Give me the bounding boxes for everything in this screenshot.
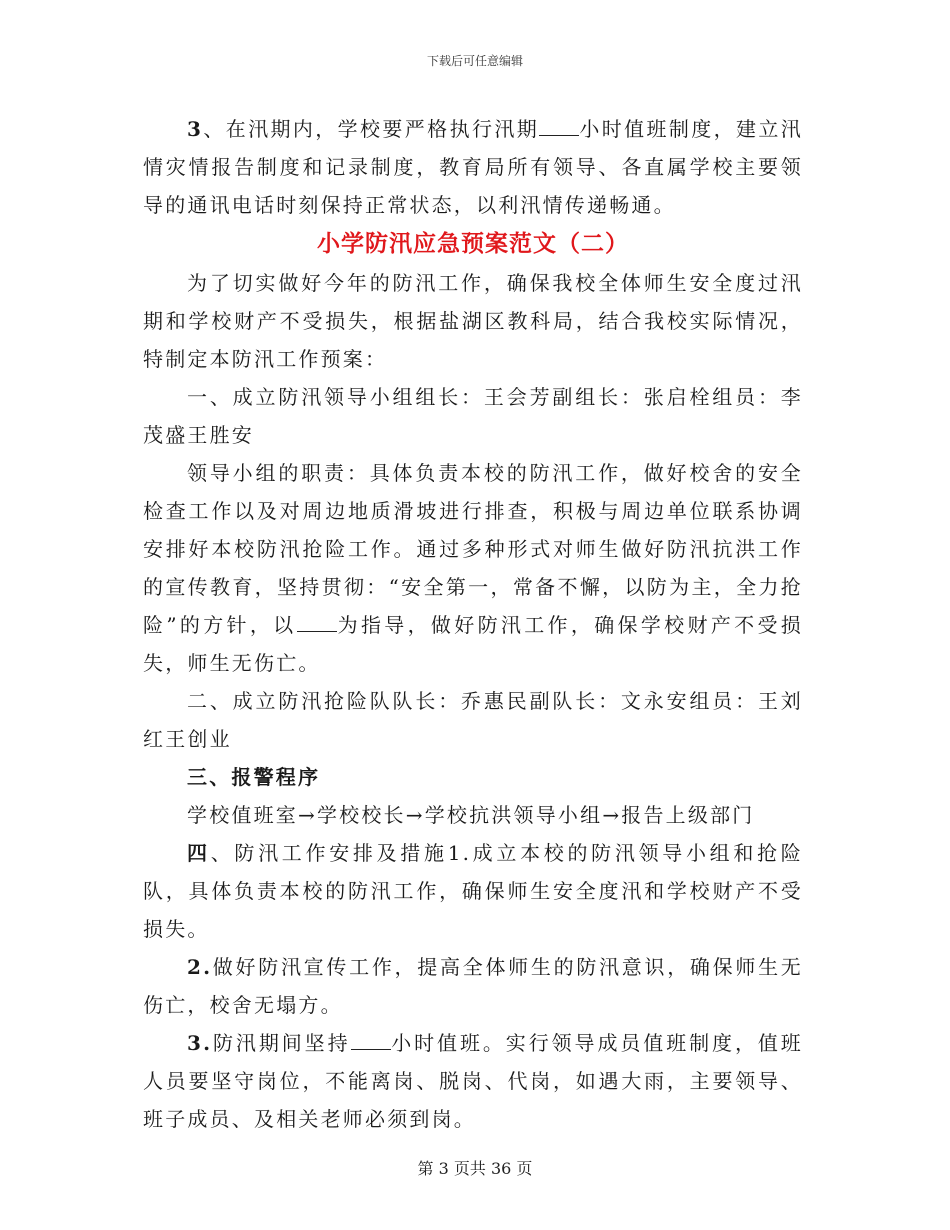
duty-text-post: 为指导，做好防汛工作，确保学校财产不受损失，师生无伤亡。 — [143, 613, 803, 675]
header-note: 下载后可任意编辑 — [426, 54, 523, 68]
measure-2-number: 2. — [187, 955, 213, 979]
paragraph-item-3 — [143, 110, 803, 224]
duty-text-pre: 领导小组的职责：具体负责本校的防汛工作，做好校舍的安全检查工作以及对周边地质滑坡进行排查，积极与周边单位联系协调安排好本校防汛抢险工作。通过多种形式对师生做好防汛抗洪工作的宣传教育，坚持贯彻：“安全第一，常备不懈，以防为主，全力抢险”的方针，以 — [143, 461, 803, 637]
fill-blank — [539, 117, 579, 136]
page-footer: 第 3 页共 36 页 — [417, 1159, 533, 1178]
alarm-flow: 学校值班室→学校校长→学校抗洪领导小组→报告上级部门 — [187, 803, 755, 827]
fill-blank — [351, 1031, 391, 1050]
section-1: 一、成立防汛领导小组组长：王会芳副组长：张启栓组员：李茂盛王胜安 — [143, 385, 803, 447]
section-4-number: 四 — [187, 841, 211, 865]
measure-3-text-pre: 防汛期间坚持 — [212, 1031, 351, 1055]
section-4 — [143, 834, 803, 948]
document-body — [143, 110, 803, 1138]
measure-3-text-post: 小时值班。实行领导成员值班制度，值班人员要坚守岗位，不能离岗、脱岗、代岗，如遇大雨，主要领导、班子成员、及相关老师必须到岗。 — [143, 1031, 803, 1131]
duty-paragraph — [143, 454, 803, 682]
fill-blank — [297, 613, 337, 632]
measure-3 — [143, 1024, 803, 1138]
measure-3-number: 3. — [187, 1031, 213, 1055]
measure-2 — [143, 948, 803, 1024]
section-title: 小学防汛应急预案范文（二） — [317, 231, 629, 257]
item-text-pre: 、在汛期内，学校要严格执行汛期 — [203, 117, 540, 141]
intro-paragraph: 为了切实做好今年的防汛工作，确保我校全体师生安全度过汛期和学校财产不受损失，根据盐湖区教科局，结合我校实际情况，特制定本防汛工作预案： — [143, 271, 803, 371]
section-3-heading: 三、报警程序 — [187, 765, 321, 789]
item-text-post: 小时值班制度，建立汛情灾情报告制度和记录制度，教育局所有领导、各直属学校主要领导的通讯电话时刻保持正常状态，以利汛情传递畅通。 — [143, 117, 803, 217]
section-2: 二、成立防汛抢险队队长：乔惠民副队长：文永安组员：王刘红王创业 — [143, 689, 803, 751]
item-number: 3 — [187, 117, 204, 141]
measure-2-text: 做好防汛宣传工作，提高全体师生的防汛意识，确保师生无伤亡，校舍无塌方。 — [143, 955, 803, 1017]
section-4-text: 、防汛工作安排及措施1.成立本校的防汛领导小组和抢险队，具体负责本校的防汛工作，确保师生安全度汛和学校财产不受损失。 — [143, 841, 803, 941]
